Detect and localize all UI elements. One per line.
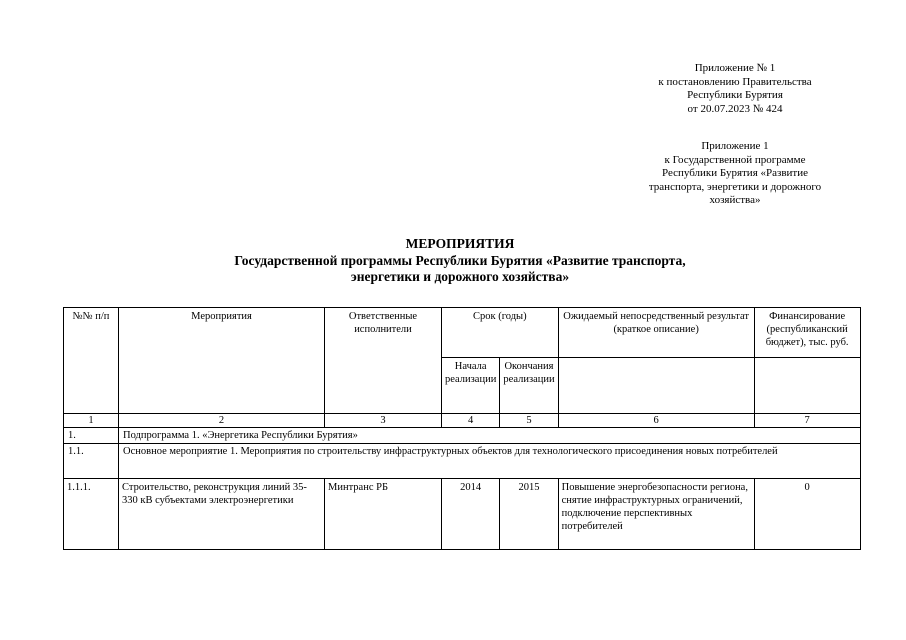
header-term: Срок (годы) — [442, 308, 559, 358]
row-start-year: 2014 — [442, 479, 500, 550]
column-number-row — [64, 414, 861, 428]
column-number: 4 — [442, 414, 500, 428]
appendix-resolution-block — [630, 62, 840, 116]
header-financing-blank — [754, 358, 860, 414]
appendix-program-line4: транспорта, энергетики и дорожного — [648, 180, 822, 193]
header-term-start: Начала реализации — [442, 358, 500, 414]
row-measure: Строительство, реконструкция линий 35-330 кВ субъектами электроэнергетики — [119, 479, 325, 550]
title-line3: энергетики и дорожного хозяйства» — [350, 269, 570, 284]
header-financing: Финансирование (республиканский бюджет), тыс. руб. — [754, 308, 860, 358]
subprogram-row — [64, 428, 861, 444]
appendix-program-line1: Приложение 1 — [701, 140, 769, 152]
header-term-end: Окончания реализации — [500, 358, 558, 414]
header-executors: Ответственные исполнители — [325, 308, 442, 414]
appendix-program-line3: Республики Бурятия «Развитие — [661, 167, 809, 179]
column-number: 6 — [558, 414, 754, 428]
column-number: 7 — [754, 414, 860, 428]
appendix-program-line2: к Государственной программе — [664, 153, 806, 166]
appendix-program-block — [620, 140, 850, 208]
header-row — [64, 308, 861, 358]
header-result: Ожидаемый непосредственный результат (краткое описание) — [558, 308, 754, 358]
appendix-resolution-line1: Приложение № 1 — [694, 62, 776, 74]
row-financing: 0 — [754, 479, 860, 550]
appendix-program-line5: хозяйства» — [709, 194, 761, 206]
row-result: Повышение энергобезопасности региона, снятие инфраструктурных ограничений, подключение перспективных потребителей — [558, 479, 754, 550]
header-num: №№ п/п — [64, 308, 119, 414]
main-measure-text: Основное мероприятие 1. Мероприятия по строительству инфраструктурных объектов для технологического присоединения новых потребителей — [119, 444, 861, 479]
row-num: 1.1.1. — [64, 479, 119, 550]
appendix-resolution-line2: к постановлению Правительства — [658, 75, 812, 88]
subprogram-num: 1. — [64, 428, 119, 444]
main-measure-row — [64, 444, 861, 479]
document-title — [150, 236, 770, 286]
title-line2: Государственной программы Республики Бурятия «Развитие транспорта, — [234, 252, 686, 268]
appendix-resolution-line4: от 20.07.2023 № 424 — [687, 102, 783, 115]
appendix-resolution-line3: Республики Бурятия — [687, 89, 783, 101]
column-number: 3 — [325, 414, 442, 428]
title-line1: МЕРОПРИЯТИЯ — [405, 236, 515, 251]
header-result-blank — [558, 358, 754, 414]
measures-table — [63, 307, 861, 550]
main-measure-num: 1.1. — [64, 444, 119, 479]
row-end-year: 2015 — [500, 479, 558, 550]
table-row — [64, 479, 861, 550]
row-executor: Минтранс РБ — [325, 479, 442, 550]
column-number: 5 — [500, 414, 558, 428]
column-number: 1 — [64, 414, 119, 428]
header-measures: Мероприятия — [119, 308, 325, 414]
column-number: 2 — [119, 414, 325, 428]
subprogram-text: Подпрограмма 1. «Энергетика Республики Бурятия» — [119, 428, 861, 444]
